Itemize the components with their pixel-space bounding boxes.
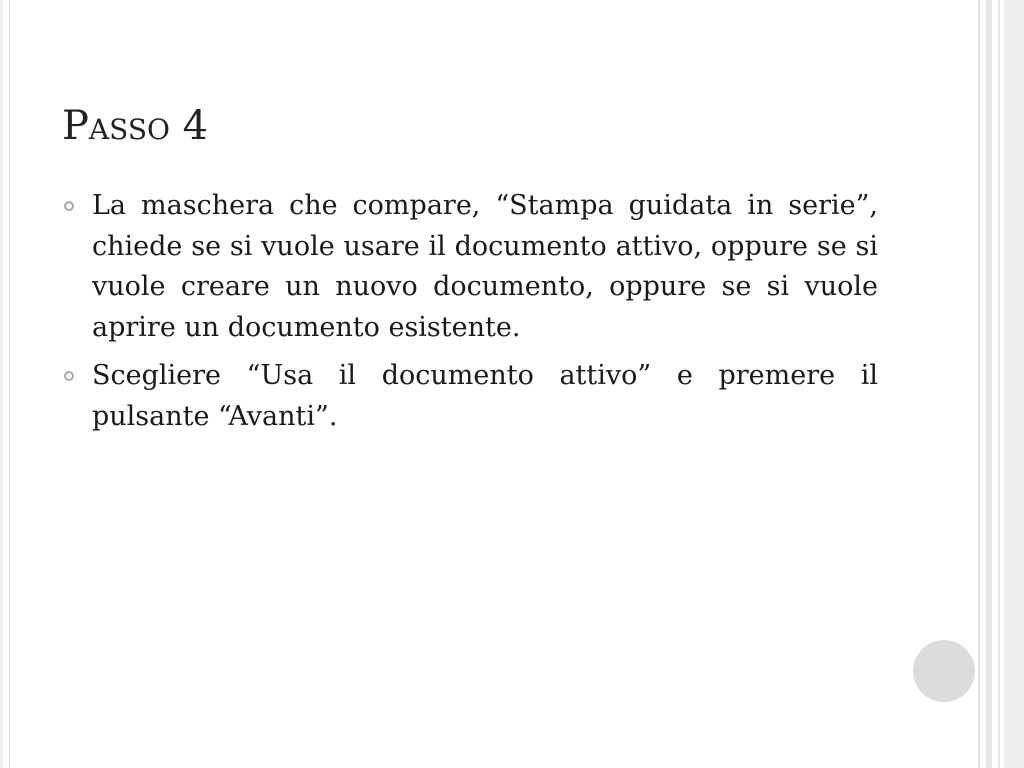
slide-title: Passo 4: [62, 103, 209, 149]
bullet-list: [62, 186, 878, 445]
right-stripe-decoration: [986, 0, 992, 768]
right-stripe-decoration: [998, 0, 1000, 768]
bullet-text: La maschera che compare, “Stampa guidata in serie”, chiede se si vuole usare il documento attivo, oppure se si vuole creare un nuovo documento, oppure se si vuole aprire un documento esistente.: [92, 190, 878, 343]
hollow-circle-icon: [64, 371, 74, 381]
bullet-item: [62, 356, 878, 437]
left-border-decoration: [0, 0, 10, 768]
hollow-circle-icon: [64, 201, 74, 211]
bullet-text: Scegliere “Usa il documento attivo” e premere il pulsante “Avanti”.: [92, 360, 878, 432]
right-stripe-decoration: [1004, 0, 1024, 768]
bullet-item: [62, 186, 878, 348]
decorative-circle: [913, 640, 975, 702]
right-stripe-decoration: [978, 0, 980, 768]
